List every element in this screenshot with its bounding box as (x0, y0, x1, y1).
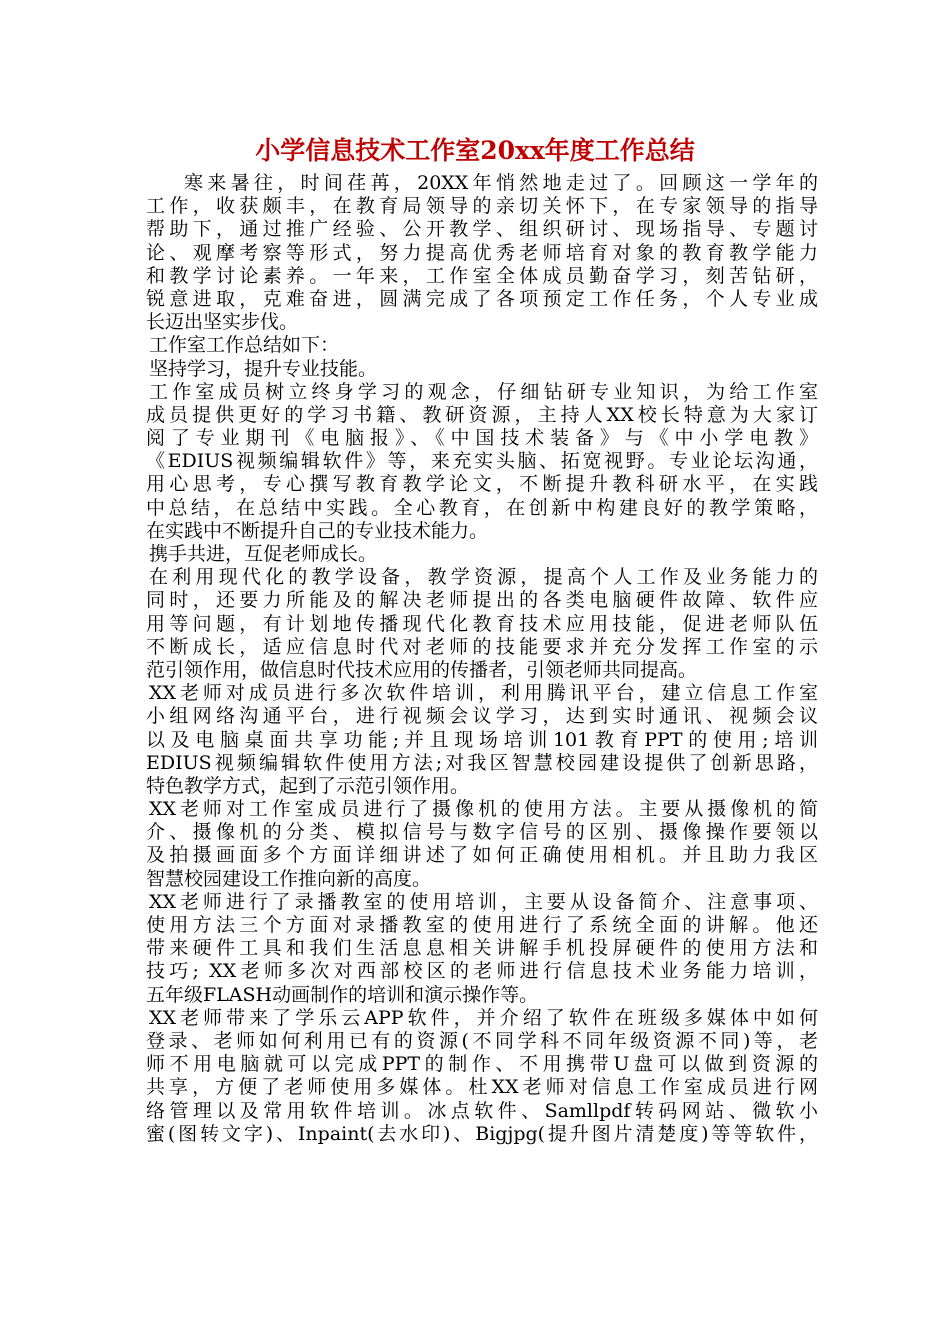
body-line: 同时，还要力所能及的解决老师提出的各类电脑硬件故障、软件应 (146, 589, 818, 612)
body-line: 工作室工作总结如下： (149, 334, 340, 357)
body-line: 师不用电脑就可以完成PPT的制作、不用携带U盘可以做到资源的 (146, 1053, 818, 1076)
body-line: 中总结，在总结中实践。全心教育，在创新中构建良好的教学策略， (146, 496, 818, 519)
body-line: XX老师进行了录播教室的使用培训，主要从设备简介、注意事项、 (149, 890, 818, 913)
body-line: 络管理以及常用软件培训。冰点软件、Samllpdf转码网站、微软小 (146, 1099, 818, 1122)
body-line: XX老师带来了学乐云APP软件，并介绍了软件在班级多媒体中如何 (149, 1006, 818, 1029)
body-line: 以及电脑桌面共享功能;并且现场培训101教育PPT的使用;培训 (146, 728, 818, 751)
body-line: 成员提供更好的学习书籍、教研资源，主持人XX校长特意为大家订 (146, 403, 818, 426)
body-line: XX老师对工作室成员进行了摄像机的使用方法。主要从摄像机的简 (149, 798, 818, 821)
document-title: 小学信息技术工作室20xx年度工作总结 (255, 136, 695, 165)
body-line: 在利用现代化的教学设备，教学资源，提高个人工作及业务能力的 (149, 566, 818, 589)
body-line: 登录、老师如何利用已有的资源(不同学科不同年级资源不同)等，老 (146, 1029, 818, 1052)
body-line: 寒来暑往，时间荏苒，20XX年悄然地走过了。回顾这一学年的 (184, 172, 818, 194)
body-line: 介、摄像机的分类、模拟信号与数字信号的区别、摄像操作要领以 (146, 821, 818, 844)
body-line: 坚持学习，提升专业技能。 (149, 357, 378, 380)
body-line: 带来硬件工具和我们生活息息相关讲解手机投屏硬件的使用方法和 (146, 937, 818, 960)
body-line: 携手共进，互促老师成长。 (149, 543, 378, 565)
body-line: 阅了专业期刊《电脑报》、《中国技术装备》与《中小学电教》 (146, 427, 818, 450)
body-line: 在实践中不断提升自己的专业技术能力。 (146, 519, 489, 542)
body-line: 特色教学方式，起到了示范引领作用。 (146, 774, 470, 797)
body-line: 共享，方便了老师使用多媒体。杜XX老师对信息工作室成员进行网 (146, 1076, 818, 1099)
body-line: 《EDIUS视频编辑软件》等，来充实头脑、拓宽视野。专业论坛沟通， (146, 450, 818, 473)
body-line: 工作，收获颇丰，在教育局领导的亲切关怀下，在专家领导的指导 (146, 195, 818, 218)
body-line: 智慧校园建设工作推向新的高度。 (146, 867, 432, 890)
body-line: 和教学讨论素养。一年来，工作室全体成员勤奋学习，刻苦钻研， (146, 264, 818, 287)
body-line: 用心思考，专心撰写教育教学论文，不断提升教科研水平，在实践 (146, 473, 818, 496)
body-line: 工作室成员树立终身学习的观念，仔细钻研专业知识，为给工作室 (149, 380, 818, 403)
body-line: 技巧; XX老师多次对西部校区的老师进行信息技术业务能力培训， (146, 960, 818, 983)
body-line: 帮助下，通过推广经验、公开教学、组织研讨、现场指导、专题讨 (146, 218, 818, 241)
body-line: XX老师对成员进行多次软件培训，利用腾讯平台，建立信息工作室 (149, 682, 818, 705)
body-line: 蜜(图转文字)、Inpaint(去水印)、Bigjpg(提升图片清楚度)等等软件， (146, 1122, 818, 1145)
body-line: EDIUS视频编辑软件使用方法;对我区智慧校园建设提供了创新思路， (146, 751, 818, 774)
body-line: 小组网络沟通平台，进行视频会议学习，达到实时通讯、视频会议 (146, 705, 818, 728)
body-line: 不断成长，适应信息时代对老师的技能要求并充分发挥工作室的示 (146, 635, 818, 658)
body-line: 长迈出坚实步伐。 (146, 311, 299, 334)
body-line: 五年级FLASH动画制作的培训和演示操作等。 (146, 983, 539, 1006)
document-body (146, 172, 818, 1146)
body-line: 范引领作用，做信息时代技术应用的传播者，引领老师共同提高。 (146, 658, 698, 681)
body-line: 论、观摩考察等形式，努力提高优秀老师培育对象的教育教学能力 (146, 241, 818, 264)
body-line: 及拍摄画面多个方面详细讲述了如何正确使用相机。并且助力我区 (146, 844, 818, 867)
body-line: 用等问题，有计划地传播现代化教育技术应用技能，促进老师队伍 (146, 612, 818, 635)
body-line: 使用方法三个方面对录播教室的使用进行了系统全面的讲解。他还 (146, 914, 818, 936)
body-line: 锐意进取，克难奋进，圆满完成了各项预定工作任务，个人专业成 (146, 287, 818, 310)
